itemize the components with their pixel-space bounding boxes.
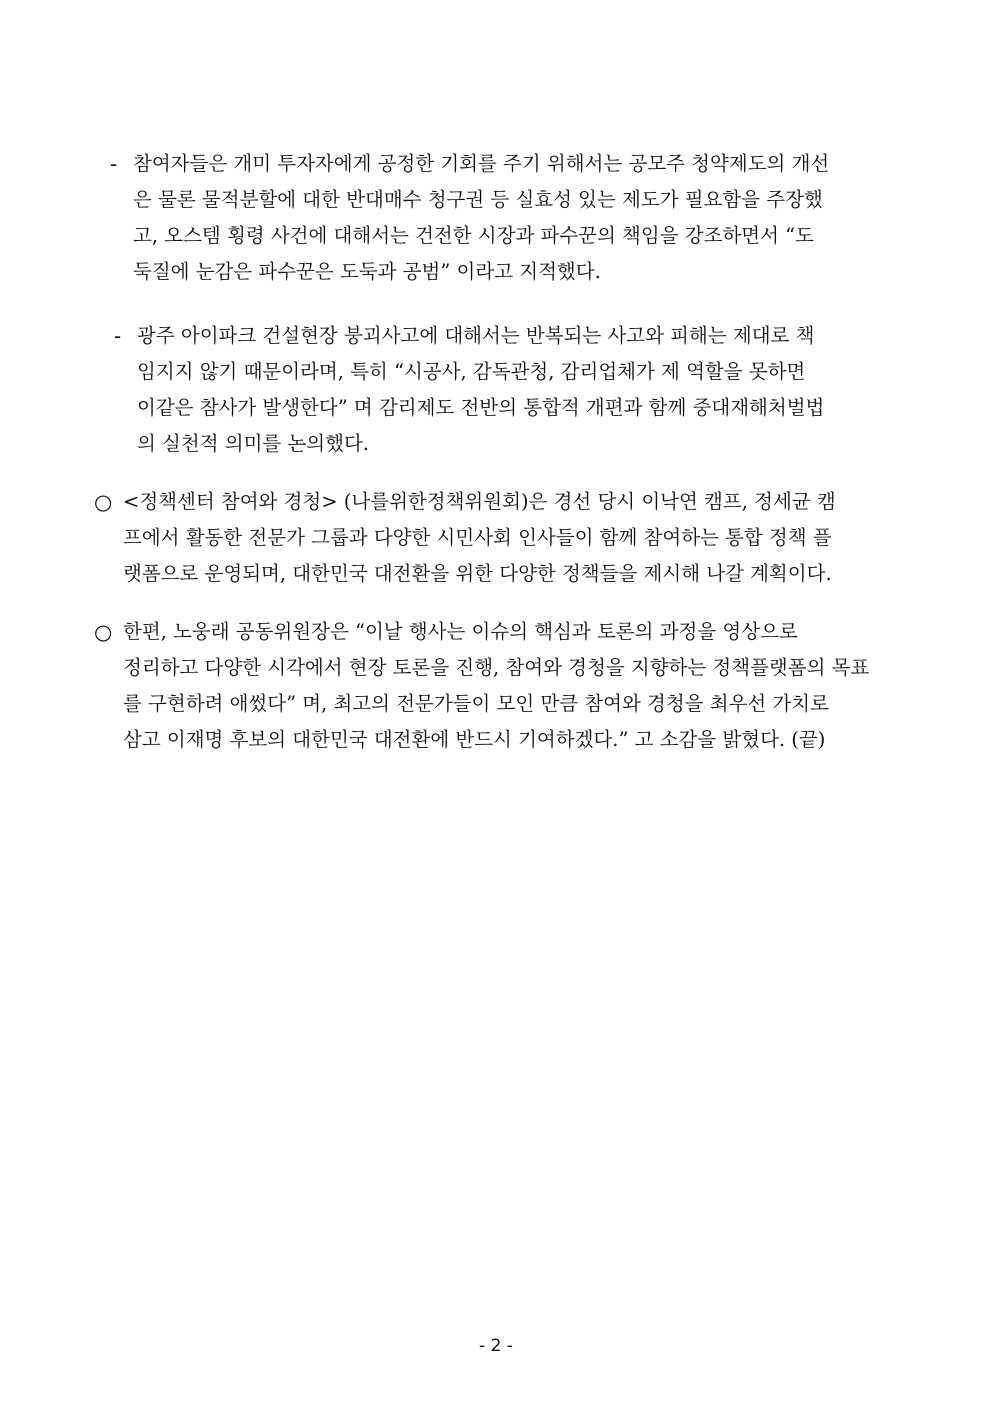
text-line: 랫폼으로 운영되며, 대한민국 대전환을 위한 다양한 정책들을 제시해 나갈 계획이다. — [123, 562, 832, 585]
text-line: 의 실천적 의미를 논의했다. — [137, 432, 370, 455]
text-line: <정책센터 참여와 경청> (나를위한정책위원회)은 경선 당시 이낙연 캠프, 정세균 캠 — [123, 490, 836, 513]
text-line: 임지지 않기 때문이라며, 특히 “시공사, 감독관청, 감리업체가 제 역할을 못하면 — [137, 360, 806, 383]
text-line: 를 구현하려 애썼다” 며, 최고의 전문가들이 모인 만큼 참여와 경청을 최우선 가치로 — [123, 692, 829, 715]
text-line: 광주 아이파크 건설현장 붕괴사고에 대해서는 반복되는 사고와 피해는 제대로 책 — [137, 324, 815, 347]
text-line: 둑질에 눈감은 파수꾼은 도둑과 공범” 이라고 지적했다. — [133, 260, 601, 283]
text-line: 이같은 참사가 발생한다” 며 감리제도 전반의 통합적 개편과 함께 중대재해처벌법 — [137, 396, 825, 419]
circle-marker: ○ — [94, 490, 113, 514]
page-number: - 2 - — [479, 1336, 513, 1356]
text-line: 프에서 활동한 전문가 그룹과 다양한 시민사회 인사들이 함께 참여하는 통합 정책 플 — [123, 526, 832, 549]
dash-marker: - — [110, 152, 118, 176]
text-line: 삼고 이재명 후보의 대한민국 대전환에 반드시 기여하겠다.” 고 소감을 밝혔다. (끝) — [123, 728, 826, 751]
text-line: 은 물론 물적분할에 대한 반대매수 청구권 등 실효성 있는 제도가 필요함을 주장했 — [133, 188, 823, 211]
circle-marker: ○ — [94, 620, 113, 644]
text-line: 참여자들은 개미 투자자에게 공정한 기회를 주기 위해서는 공모주 청약제도의 개선 — [133, 152, 830, 175]
text-line: 한편, 노웅래 공동위원장은 “이날 행사는 이슈의 핵심과 토론의 과정을 영상으로 — [123, 620, 798, 643]
text-line: 고, 오스템 횡령 사건에 대해서는 건전한 시장과 파수꾼의 책임을 강조하면서 “도 — [133, 224, 814, 247]
text-line: 정리하고 다양한 시각에서 현장 토론을 진행, 참여와 경청을 지향하는 정책플랫폼의 목표 — [123, 656, 870, 679]
dash-marker: - — [114, 324, 122, 348]
